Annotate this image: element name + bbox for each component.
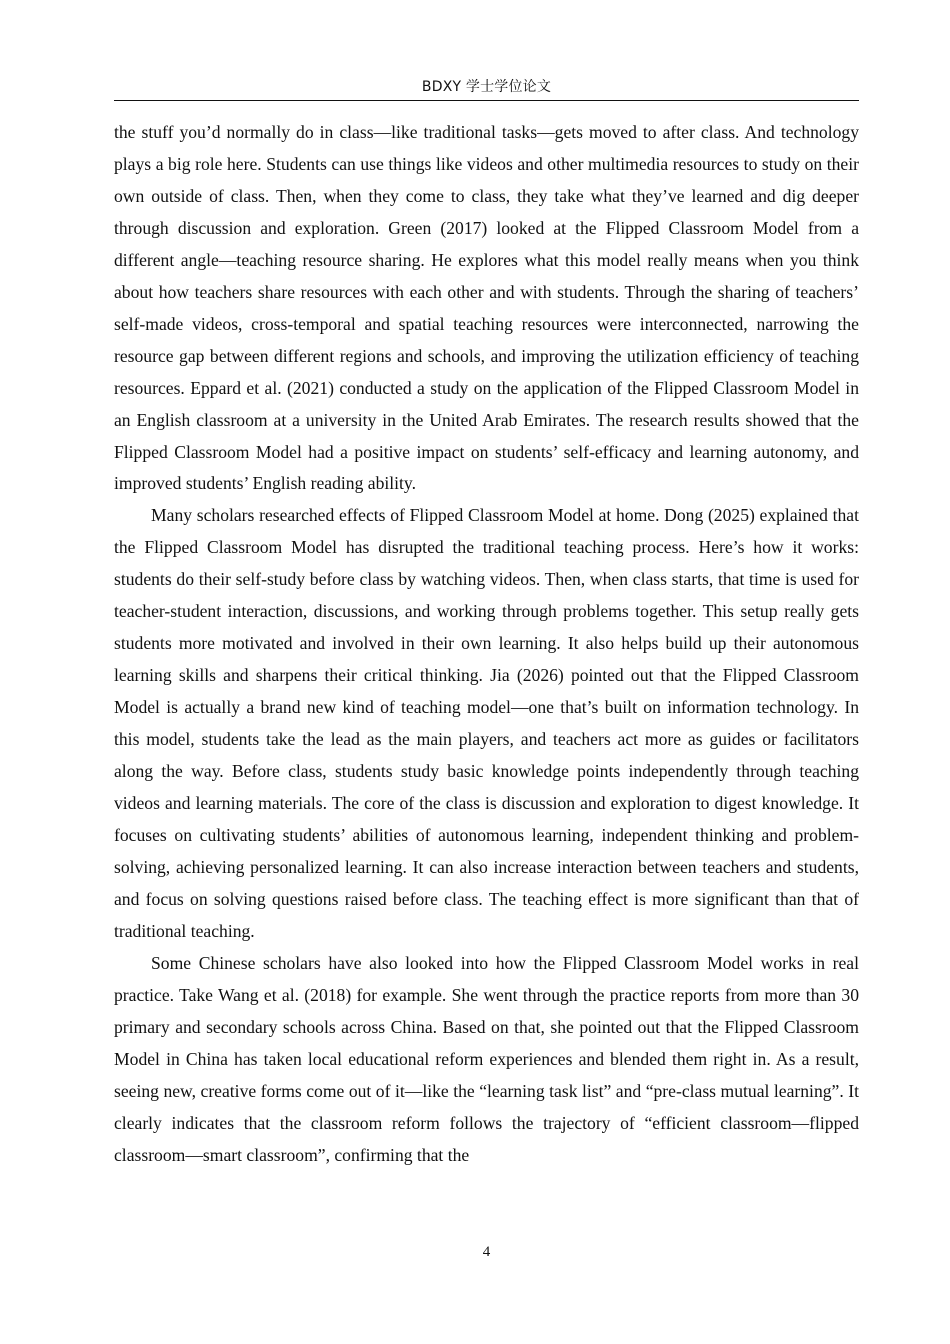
- running-header: BDXY 学士学位论文: [421, 79, 552, 95]
- paragraph-continuation: the stuff you’d normally do in class—like traditional tasks—gets moved to after class. And technology plays a big role here. Students can use things like videos and other multimedia resources to study on their own outside of class. Then, when they come to class, they take what they’ve learned and dig deeper through discussion and exploration. Green (2017) looked at the Flipped Classroom Model from a different angle—teaching resource sharing. He explores what this model really means when you think about how teachers share resources with each other and with students. Through the sharing of teachers’ self-made videos, cross-temporal and spatial teaching resources were interconnected, narrowing the resource gap between different regions and schools, and improving the utilization efficiency of teaching resources. Eppard et al. (2021) conducted a study on the application of the Flipped Classroom Model in an English classroom at a university in the United Arab Emirates. The research results showed that the Flipped Classroom Model had a positive impact on students’ self-efficacy and learning autonomy, and improved students’ English reading ability.: [114, 122, 859, 494]
- paragraph-chinese-scholars: Some Chinese scholars have also looked into how the Flipped Classroom Model works in real practice. Take Wang et al. (2018) for example. She went through the practice reports from more than 30 primary and secondary schools across China. Based on that, she pointed out that the Flipped Classroom Model in China has taken local educational reform experiences and blended them right in. As a result, seeing new, creative forms come out of it—like the “learning task list” and “pre-class mutual learning”. It clearly indicates that the classroom reform follows the trajectory of “efficient classroom—flipped classroom—smart classroom”, confirming that the: [114, 952, 859, 1165]
- header-rule: [114, 100, 859, 101]
- body-text: [114, 117, 859, 1171]
- page-number: 4: [482, 1244, 491, 1260]
- paragraph-domestic-research: Many scholars researched effects of Flipped Classroom Model at home. Dong (2025) explained that the Flipped Classroom Model has disrupted the traditional teaching process. Here’s how it works: students do their self-study before class by watching videos. Then, when class starts, that time is used for teacher-student interaction, discussions, and working through problems together. This setup really gets students more motivated and involved in their own learning. It also helps build up their autonomous learning skills and sharpens their critical thinking. Jia (2026) pointed out that the Flipped Classroom Model is actually a brand new kind of teaching model—one that’s built on information technology. In this model, students take the lead as the main players, and teachers act more as guides or facilitators along the way. Before class, students study basic knowledge points independently through teaching videos and learning materials. The core of the class is discussion and exploration to digest knowledge. It focuses on cultivating students’ abilities of autonomous learning, independent thinking and problem-solving, achieving personalized learning. It can also increase interaction between teachers and students, and focus on solving questions raised before class. The teaching effect is more significant than that of traditional teaching.: [114, 505, 859, 941]
